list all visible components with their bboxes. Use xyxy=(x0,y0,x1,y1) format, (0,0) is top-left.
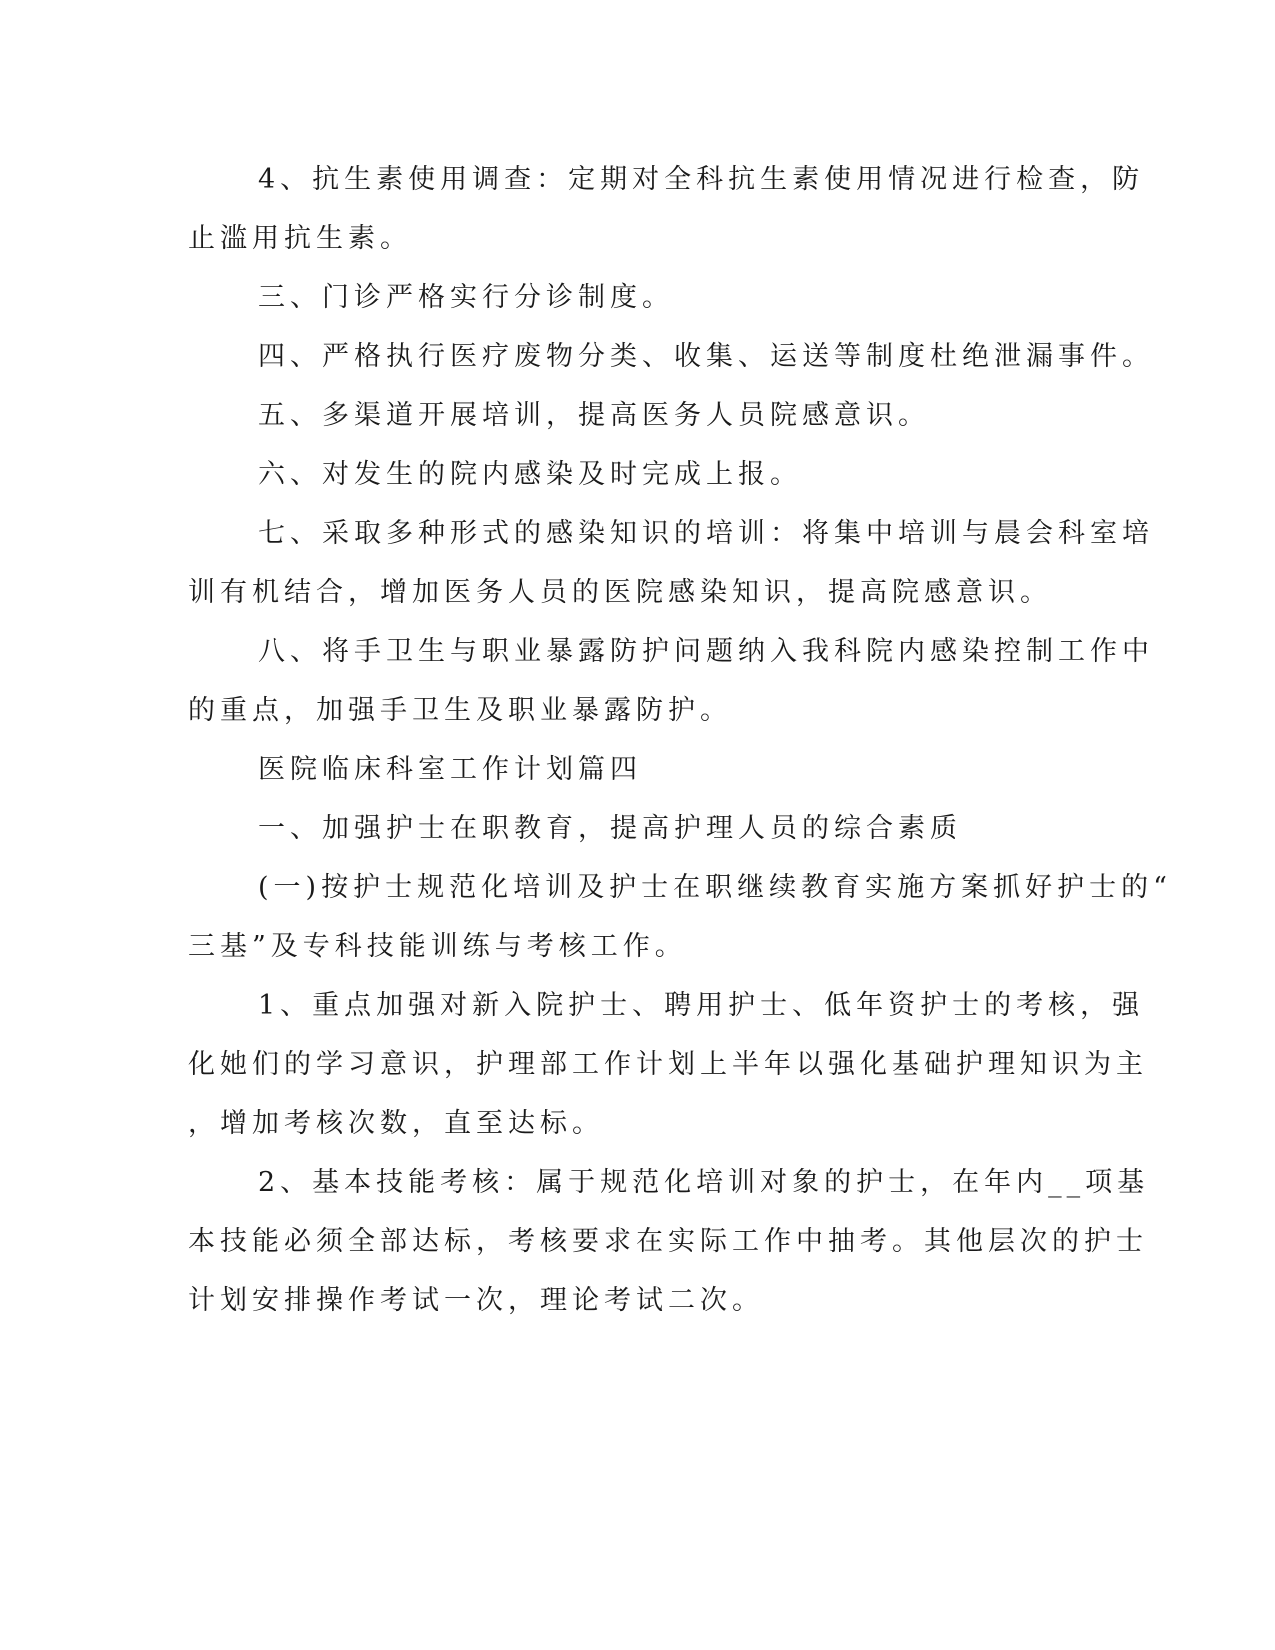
paragraph-line: 七、采取多种形式的感染知识的培训：将集中培训与晨会科室培 xyxy=(258,518,1154,549)
paragraph-line: 一、加强护士在职教育，提高护理人员的综合素质 xyxy=(258,813,962,844)
paragraph-line: 2、基本技能考核：属于规范化培训对象的护士，在年内__项基 xyxy=(258,1167,1150,1198)
paragraph-line: 1、重点加强对新入院护士、聘用护士、低年资护士的考核，强 xyxy=(258,990,1145,1021)
paragraph-line: 四、严格执行医疗废物分类、收集、运送等制度杜绝泄漏事件。 xyxy=(258,341,1154,372)
section-heading: 医院临床科室工作计划篇四 xyxy=(258,754,642,785)
paragraph-line: 的重点，加强手卫生及职业暴露防护。 xyxy=(188,695,732,726)
paragraph-line: 八、将手卫生与职业暴露防护问题纳入我科院内感染控制工作中 xyxy=(258,636,1154,667)
paragraph-line: (一)按护士规范化培训及护士在职继续教育实施方案抓好护士的“ xyxy=(258,872,1172,903)
paragraph-line: 计划安排操作考试一次，理论考试二次。 xyxy=(188,1285,764,1316)
paragraph-line: 化她们的学习意识，护理部工作计划上半年以强化基础护理知识为主 xyxy=(188,1049,1148,1080)
paragraph-line: 本技能必须全部达标，考核要求在实际工作中抽考。其他层次的护士 xyxy=(188,1226,1148,1257)
paragraph-line: ，增加考核次数，直至达标。 xyxy=(188,1108,604,1139)
paragraph-line: 三基”及专科技能训练与考核工作。 xyxy=(188,931,687,962)
paragraph-line: 六、对发生的院内感染及时完成上报。 xyxy=(258,459,802,490)
paragraph-line: 五、多渠道开展培训，提高医务人员院感意识。 xyxy=(258,400,930,431)
paragraph-line: 止滥用抗生素。 xyxy=(188,223,412,254)
paragraph-line: 训有机结合，增加医务人员的医院感染知识，提高院感意识。 xyxy=(188,577,1052,608)
paragraph-line: 三、门诊严格实行分诊制度。 xyxy=(258,282,674,313)
paragraph-line: 4、抗生素使用调查：定期对全科抗生素使用情况进行检查，防 xyxy=(258,164,1145,195)
